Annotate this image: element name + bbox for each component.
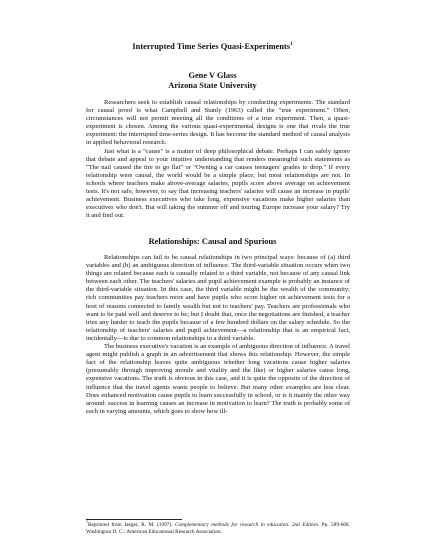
footnote-mark: 1	[86, 519, 88, 525]
paragraph: Relationships can fail to be causal relationships in two principal ways: because of (a) third variables and (b) an ambiguous direction of influence. The third-variable situation occurs when two things are related because each is causally related to a third variable, not because of any causal link between each other. The teachers' salaries and pupil achievement example is probably an instance of the third-variable situation. In this case, the third variable might be the wealth of the community; rich communities pay teachers more and have pupils who score higher on achievement tests for a host of reasons connected to family wealth but not to teachers' pay. Teachers are professionals who want to be paid well and deserve to be; but I doubt that, once the negotiations are finished, a teacher tries any harder to teach the pupils because of a few hundred dollars on the salary schedule. So the relationship of teachers' salaries and pupil achievement—a relationship that is an empirical fact, incidentally—is due to common relationships to a third variable.	[86, 254, 350, 342]
footnote-book-title: Complementary methods for research in education. 2nd Edition.	[174, 522, 320, 528]
title-text: Interrupted Time Series Quasi-Experiments	[132, 42, 291, 51]
footnote-text-after: Pp. 589-608. Washington D. C.: American Educational Research Association.	[86, 522, 351, 535]
paragraph: Just what is a "cause" is a matter of deep philosophical debate. Perhaps I can safely ignore that debate and appeal to your intuitive understanding that renders meaningful such statements as "The nail caused the tire to go flat" or "Owning a car causes teenagers' grades to drop." If every relationship were causal, the world would be a simple place; but most relationships are not. In schools where teachers make above-average salaries, pupils score above average on achievement tests. It's not safe, however, to say that increasing teachers' salaries will cause an increase in pupils' achievement. Business executives who take long, expensive vacations make higher salaries than executives who don't. But will taking the summer off and touring Europe increase your salary? Try it and find out.	[86, 147, 350, 220]
footnote-text-before: Reprinted from Jaeger, R. M. (1997).	[88, 522, 175, 528]
intro-section	[86, 99, 350, 220]
author-name: Gene V Glass	[188, 71, 237, 80]
section-heading: Relationships: Causal and Spurious	[148, 237, 277, 246]
author-institution: Arizona State University	[168, 81, 257, 90]
paragraph: Researchers seek to establish causal relationships by conducting experiments. The standard for causal proof is what Campbell and Stanly (1963) called the "true experiment." Often, circumstances will not permit meeting all the conditions of a true experiment. Then, a quasi-experiment is chosen. Among the various quasi-experimental designs is one that rivals the true experiment: the interrupted time-series design. It has become the standard method of causal analysis in applied behavioral research.	[86, 99, 350, 147]
relationships-section	[86, 254, 350, 416]
paragraph: The business executive's vacation is an example of ambiguous direction of influence. A travel agent might publish a graph in an advertisement that shows this relationship. However, the simple fact of the relationship leaves quite ambiguous whether long vacations cause higher salaries (presumably through improving morale and vitality and the like) or higher salaries cause long, expensive vacations. The truth is obvious in this case, and it is quite the opposite of the direction of influence that the travel agents wants people to believe. But many other examples are less clear. Does enhanced motivation cause pupils to learn successfully in school, or is it mainly the other way around: success in learning causes an increase in motivation to learn? The truth is probably some of each in varying amounts, which goes to show how ill-	[86, 343, 350, 415]
document-title	[0, 42, 425, 51]
title-footnote-mark: 1	[290, 42, 293, 48]
footnote	[86, 519, 351, 536]
footnote-divider	[86, 519, 182, 520]
